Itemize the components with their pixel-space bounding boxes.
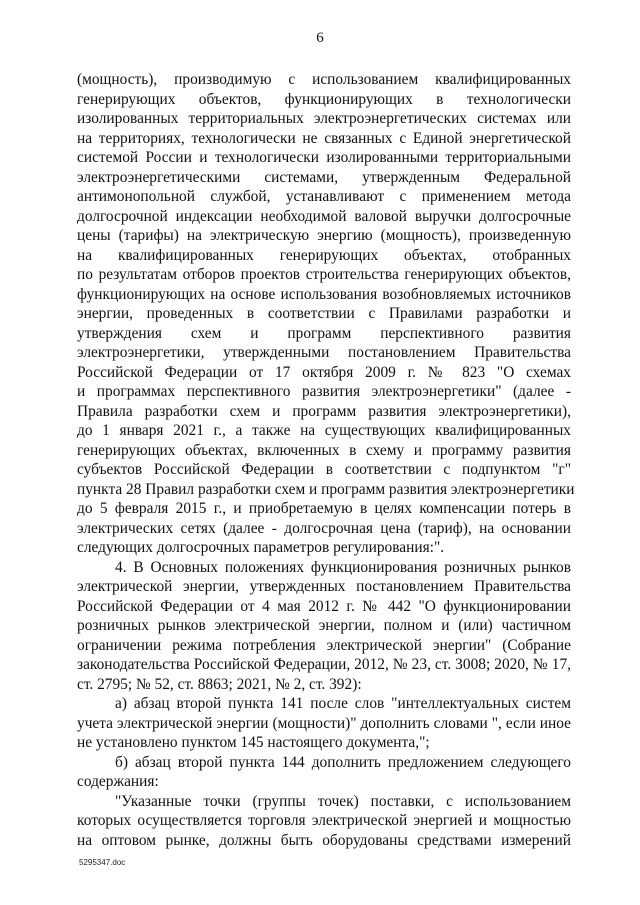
text-line: на квалифицированных генерирующих объектах, отобранных xyxy=(77,246,571,264)
text-line: Российской Федерации от 17 октября 2009 г. № 823 "О схемах xyxy=(77,363,571,381)
text-line: электрических сетях (далее - долгосрочная цена (тариф), на основании xyxy=(77,519,571,537)
text-line: 4. В Основных положениях функционирования розничных рынков xyxy=(115,558,571,576)
text-line: ст. 2795; № 52, ст. 8863; 2021, № 2, ст. 392): xyxy=(77,675,362,693)
page-number: 6 xyxy=(316,30,324,46)
text-line: (мощность), производимую с использованием квалифицированных xyxy=(77,71,571,88)
text-line: следующих долгосрочных параметров регулирования:". xyxy=(77,539,445,556)
text-line: до 5 февраля 2015 г., и приобретаемую в целях компенсации потерь в xyxy=(77,500,571,517)
text-line: антимонопольной службой, устанавливают с применением метода xyxy=(77,188,571,205)
text-line: электрической энергии, утвержденных постановлением Правительства xyxy=(77,578,571,595)
text-line: цены (тарифы) на электрическую энергию (мощность), произведенную xyxy=(77,227,571,244)
text-line: а) абзац второй пункта 141 после слов "интеллектуальных систем xyxy=(115,695,571,712)
text-line: по результатам отборов проектов строительства генерирующих объектов, xyxy=(77,266,571,283)
text-line: изолированных территориальных электроэнергетических системах или xyxy=(77,110,571,127)
text-line: на оптовом рынке, должны быть оборудованы средствами измерений xyxy=(77,831,571,849)
text-line: энергии, проведенных в соответствии с Правилами разработки и xyxy=(77,305,571,322)
text-line: электроэнергетическими системами, утвержденным Федеральной xyxy=(77,168,571,186)
text-line: электроэнергетики, утвержденными постановлением Правительства xyxy=(77,344,571,361)
text-line: б) абзац второй пункта 144 дополнить предложением следующего xyxy=(115,753,571,771)
text-line: на территориях, технологически не связанных с Единой энергетической xyxy=(77,129,571,147)
text-line: пункта 28 Правил разработки схем и программ развития электроэнергетики xyxy=(77,480,575,498)
text-line: и программах перспективного развития электроэнергетики" (далее - xyxy=(77,383,571,400)
text-line: "Указанные точки (группы точек) поставки, с использованием xyxy=(115,792,571,810)
text-line: утверждения схем и программ перспективного развития xyxy=(77,324,571,342)
text-line: содержания: xyxy=(77,773,159,790)
footer-document-id: 5295347.doc xyxy=(79,858,126,867)
text-line: генерирующих объектах, включенных в схему и программу развития xyxy=(77,441,571,459)
body-text xyxy=(77,70,575,850)
text-line: функционирующих на основе использования возобновляемых источников xyxy=(77,285,571,303)
text-line: субъектов Российской Федерации в соответствии с подпунктом "г" xyxy=(77,461,571,478)
text-line: не установлено пунктом 145 настоящего документа,"; xyxy=(77,734,430,751)
text-line: до 1 января 2021 г., а также на существующих квалифицированных xyxy=(77,422,571,439)
text-line: законодательства Российской Федерации, 2012, № 23, ст. 3008; 2020, № 17, xyxy=(77,656,571,673)
text-line: розничных рынков электрической энергии, полном и (или) частичном xyxy=(77,617,571,634)
text-line: Российской Федерации от 4 мая 2012 г. № 442 "О функционировании xyxy=(77,597,571,615)
text-line: которых осуществляется торговля электрической энергией и мощностью xyxy=(77,812,571,829)
text-line: системой России и технологически изолированными территориальными xyxy=(77,149,571,166)
text-line: долгосрочной индексации необходимой валовой выручки долгосрочные xyxy=(77,207,571,225)
text-line: учета электрической энергии (мощности)" дополнить словами ", если иное xyxy=(77,714,571,732)
text-line: Правила разработки схем и программ развития электроэнергетики), xyxy=(77,402,571,420)
text-line: ограничении режима потребления электрической энергии" (Собрание xyxy=(77,636,571,654)
text-line: генерирующих объектов, функционирующих в технологически xyxy=(77,90,571,108)
